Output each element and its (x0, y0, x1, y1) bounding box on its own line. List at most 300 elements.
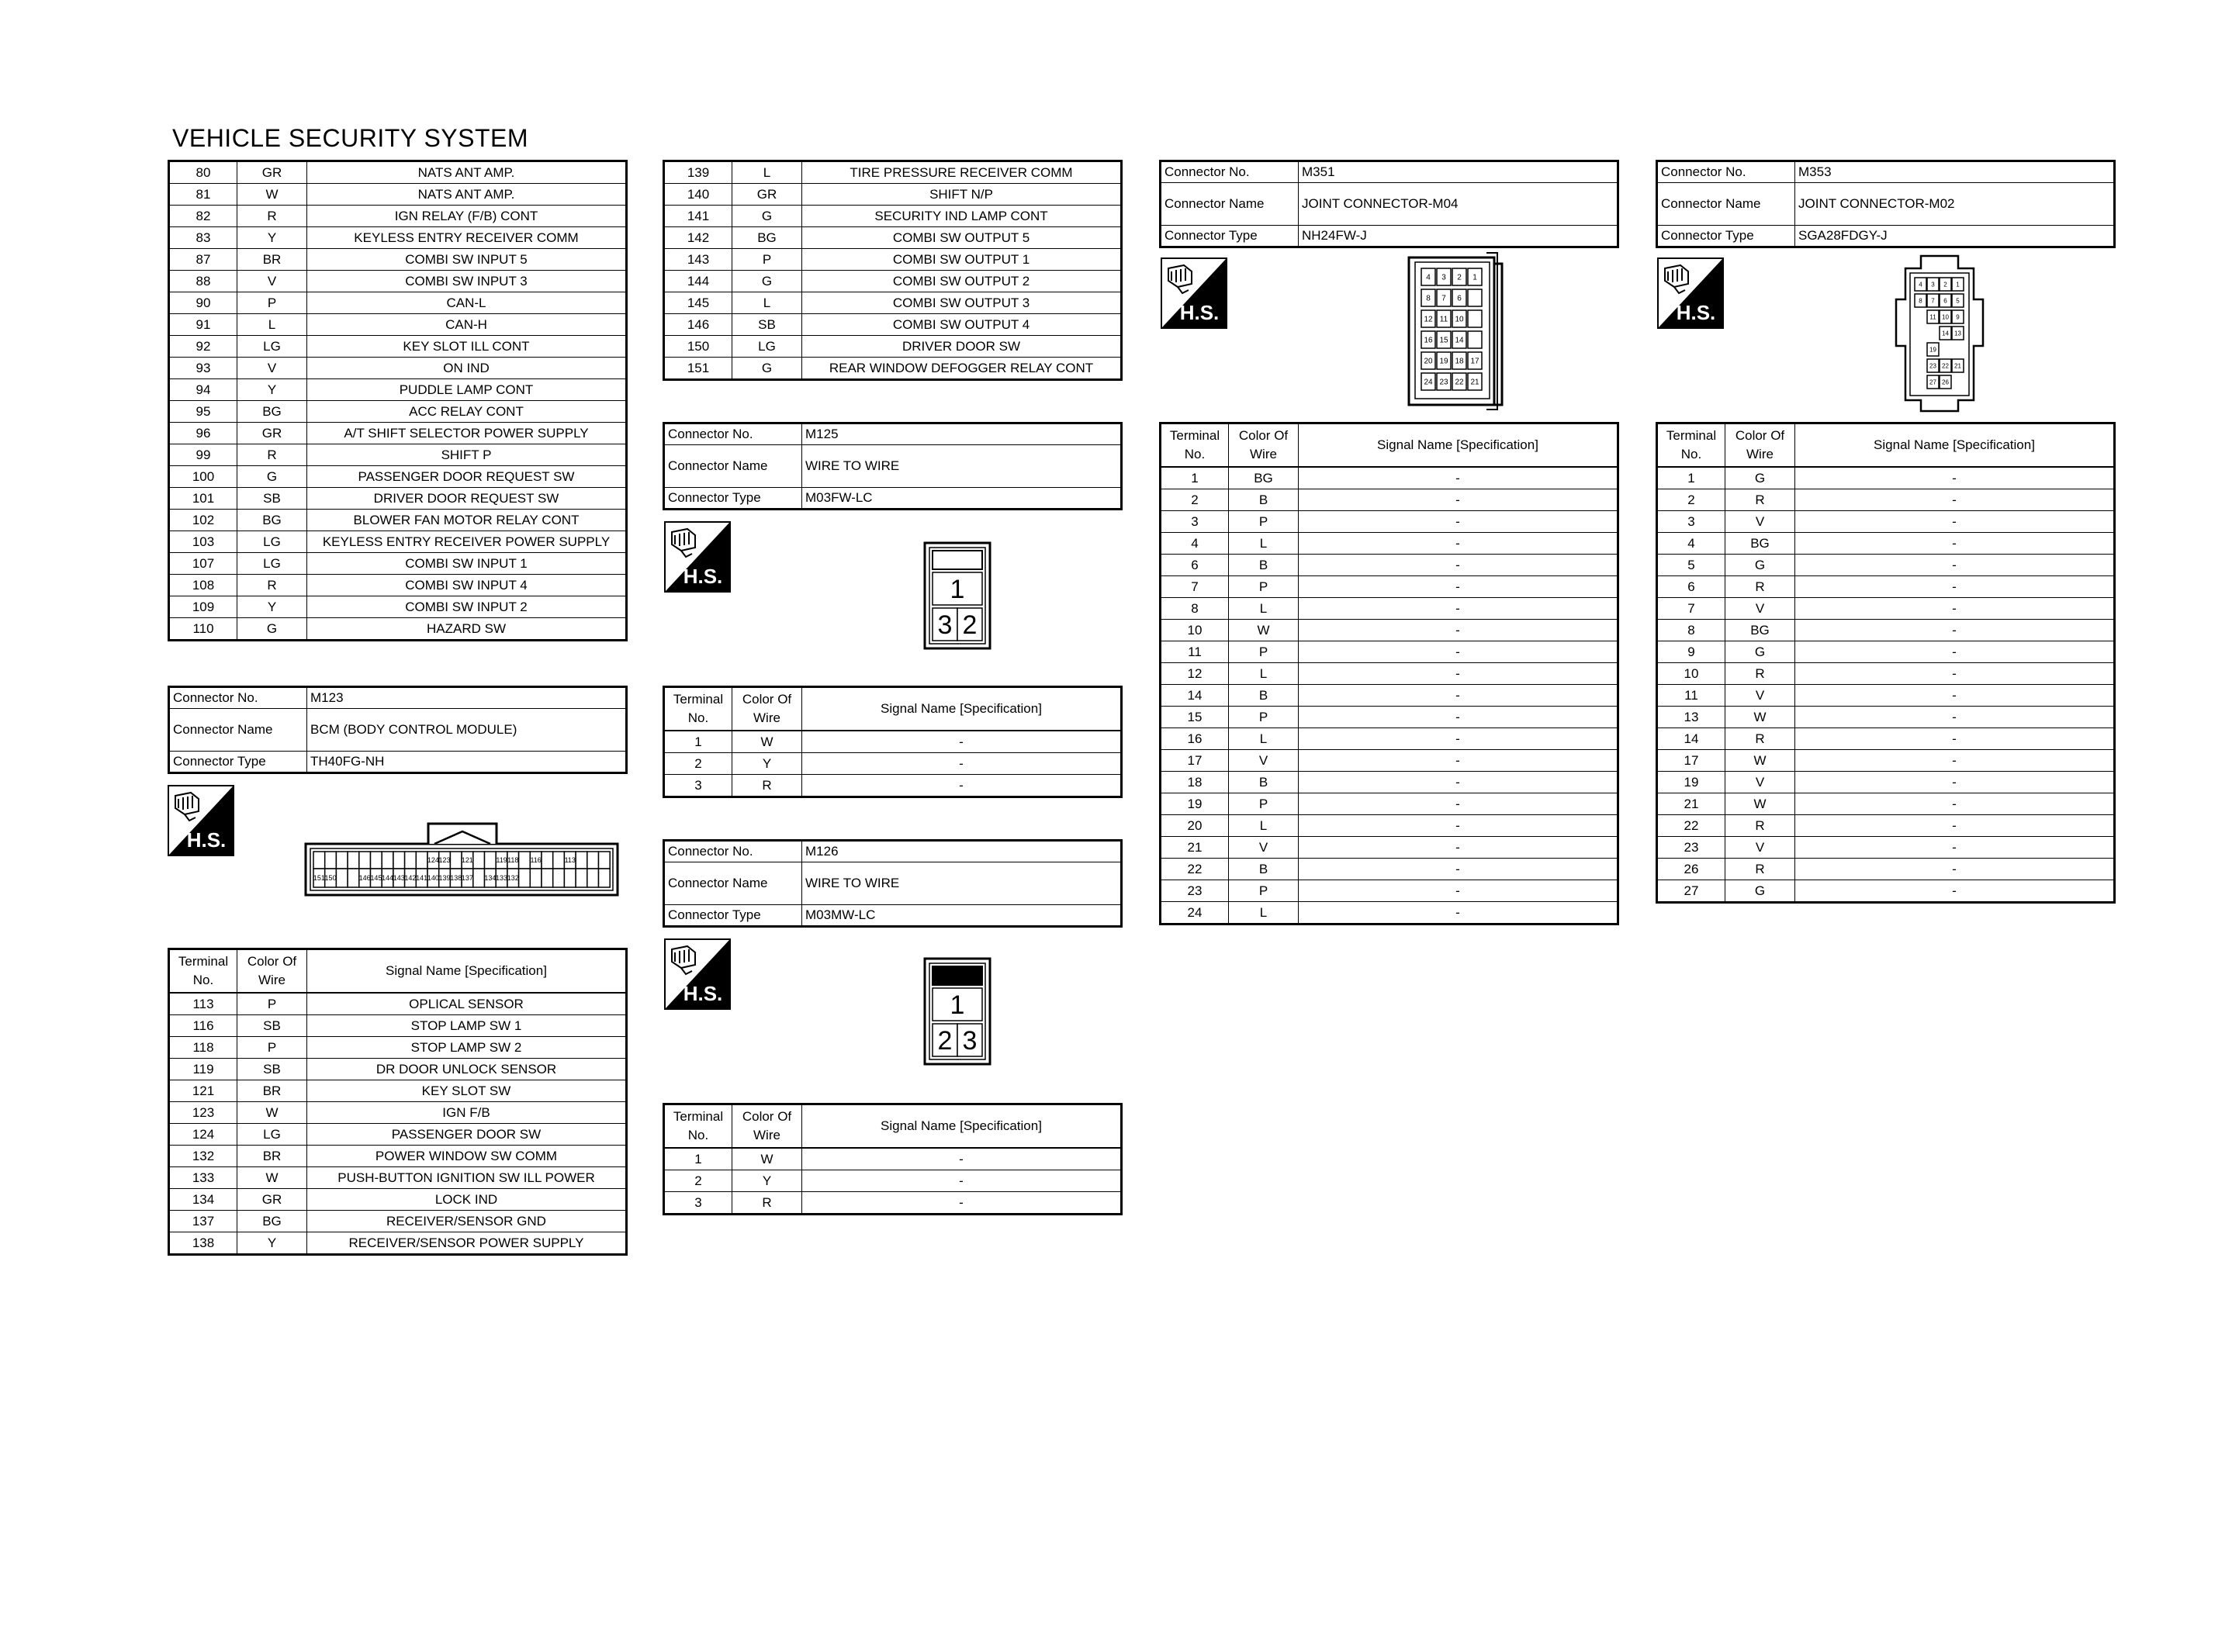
pin-number: 19 (1439, 357, 1448, 366)
terminal-no-cell: 93 (169, 358, 237, 379)
signal-name-cell: - (1795, 576, 2115, 598)
pin-number: 3 (1931, 281, 1935, 289)
signal-name-cell: SHIFT P (307, 444, 627, 466)
harness-side-icon (1161, 257, 1227, 333)
pin-number: 26 (1942, 378, 1949, 386)
header-signal-name: Signal Name [Specification] (307, 949, 627, 994)
signal-name-cell: ACC RELAY CONT (307, 401, 627, 423)
pin-number: 2 (937, 1026, 953, 1056)
signal-name-cell: - (1299, 837, 1618, 859)
connector-type-label: Connector Type (169, 752, 307, 773)
pin-number: 8 (1919, 297, 1922, 305)
pin-number: 17 (1470, 357, 1479, 366)
pin-number: 134 (484, 874, 497, 883)
wire-color-cell: GR (237, 1189, 307, 1211)
terminal-no-cell: 22 (1657, 815, 1725, 837)
wire-color-cell: L (732, 292, 802, 314)
m353-connector-face (1893, 253, 1986, 418)
wire-color-cell: L (1229, 533, 1299, 555)
header-color-of-wire: Color Of Wire (1229, 423, 1299, 468)
table-row (1161, 489, 1618, 511)
wire-color-cell: R (732, 1192, 802, 1215)
header-color-of-wire: Color Of Wire (732, 687, 802, 731)
terminal-no-cell: 21 (1161, 837, 1229, 859)
wire-color-cell: W (732, 1148, 802, 1170)
table-row (664, 753, 1122, 775)
wire-color-cell: W (1725, 793, 1795, 815)
wire-color-cell: L (1229, 902, 1299, 924)
terminal-no-cell: 87 (169, 249, 237, 271)
table-row (1657, 750, 2115, 772)
terminal-no-cell: 2 (1161, 489, 1229, 511)
table-row (169, 1146, 627, 1167)
wire-color-cell: V (1725, 837, 1795, 859)
terminal-no-cell: 5 (1657, 555, 1725, 576)
connector-type-value: M03MW-LC (802, 905, 1122, 927)
table-row (169, 1211, 627, 1232)
terminal-no-cell: 1 (664, 1148, 732, 1170)
wire-color-cell: LG (732, 336, 802, 358)
wire-color-cell: L (1229, 663, 1299, 685)
terminal-no-cell: 14 (1657, 728, 1725, 750)
terminal-no-cell: 13 (1657, 707, 1725, 728)
terminal-no-cell: 6 (1161, 555, 1229, 576)
terminal-no-cell: 110 (169, 618, 237, 641)
connector-no-label: Connector No. (1657, 161, 1795, 183)
wire-color-cell: P (1229, 707, 1299, 728)
wire-color-cell: B (1229, 685, 1299, 707)
wire-color-cell: V (1725, 772, 1795, 793)
pin-cell (542, 852, 553, 869)
wire-color-cell: B (1229, 489, 1299, 511)
m123-connector-info (168, 686, 628, 774)
terminal-no-cell: 133 (169, 1167, 237, 1189)
pin-number: 2 (1457, 273, 1462, 282)
terminal-no-cell: 14 (1161, 685, 1229, 707)
pin-number: 18 (1455, 357, 1464, 366)
pin-number: 150 (324, 874, 337, 883)
pin-number: 10 (1455, 315, 1464, 324)
terminal-no-cell: 7 (1657, 598, 1725, 620)
header-terminal-no: Terminal No. (169, 949, 237, 994)
table-row (1161, 728, 1618, 750)
m351-terminal-table (1159, 422, 1619, 925)
table-row (1161, 750, 1618, 772)
table-row (169, 314, 627, 336)
signal-name-cell: - (1299, 533, 1618, 555)
header-terminal-no: Terminal No. (1657, 423, 1725, 468)
connector-name-label: Connector Name (1657, 183, 1795, 226)
pin-cell (553, 852, 565, 869)
pin-cell (336, 852, 348, 869)
wire-color-cell: W (1725, 750, 1795, 772)
terminal-no-cell: 2 (1657, 489, 1725, 511)
pin-cell (1468, 289, 1482, 306)
terminal-no-cell: 10 (1657, 663, 1725, 685)
terminal-no-cell: 132 (169, 1146, 237, 1167)
pin-number: 151 (313, 874, 325, 883)
table-row (664, 161, 1122, 184)
signal-name-cell: - (1299, 902, 1618, 924)
pin-cell (405, 852, 417, 869)
pin-cell (553, 869, 565, 887)
terminal-no-cell: 26 (1657, 859, 1725, 880)
pin-number: 142 (404, 874, 417, 883)
terminal-no-cell: 12 (1161, 663, 1229, 685)
hs-label: H.S. (1676, 301, 1716, 324)
pin-number: 140 (427, 874, 439, 883)
wire-color-cell: P (237, 993, 307, 1015)
terminal-no-cell: 123 (169, 1102, 237, 1124)
signal-name-cell: - (1299, 489, 1618, 511)
hs-label: H.S. (1179, 301, 1220, 324)
header-signal-name: Signal Name [Specification] (802, 687, 1122, 731)
table-row (664, 358, 1122, 380)
pin-number: 22 (1455, 378, 1464, 387)
terminal-no-cell: 9 (1657, 641, 1725, 663)
signal-name-cell: A/T SHIFT SELECTOR POWER SUPPLY (307, 423, 627, 444)
pin-number: 138 (450, 874, 462, 883)
table-row (1161, 772, 1618, 793)
wire-color-cell: SB (237, 488, 307, 510)
connector-name-label: Connector Name (664, 445, 802, 488)
table-row (1657, 772, 2115, 793)
table-row (1657, 880, 2115, 903)
table-row (1161, 641, 1618, 663)
connector-no-label: Connector No. (664, 423, 802, 445)
table-row (169, 531, 627, 553)
signal-name-cell: COMBI SW OUTPUT 3 (802, 292, 1122, 314)
table-row (169, 1189, 627, 1211)
pin-cell (313, 852, 325, 869)
wire-color-cell: P (237, 1037, 307, 1059)
pin-cell (325, 852, 337, 869)
terminal-no-cell: 10 (1161, 620, 1229, 641)
signal-name-cell: - (1795, 467, 2115, 489)
table-row (1657, 707, 2115, 728)
pin-number: 133 (496, 874, 508, 883)
bcm-terminal-table-1 (168, 160, 628, 641)
terminal-no-cell: 3 (664, 1192, 732, 1215)
header-color-of-wire: Color Of Wire (732, 1104, 802, 1149)
header-signal-name: Signal Name [Specification] (802, 1104, 1122, 1149)
signal-name-cell: - (1299, 750, 1618, 772)
wire-color-cell: R (1725, 859, 1795, 880)
pin-number: 13 (1954, 330, 1961, 337)
connector-name-value: JOINT CONNECTOR-M02 (1795, 183, 2115, 226)
pin-number: 10 (1942, 313, 1949, 321)
pin-number: 5 (1956, 297, 1960, 305)
table-row (169, 336, 627, 358)
signal-name-cell: - (1795, 511, 2115, 533)
terminal-no-cell: 4 (1657, 533, 1725, 555)
wire-color-cell: R (237, 575, 307, 596)
terminal-no-cell: 146 (664, 314, 732, 336)
signal-name-cell: SHIFT N/P (802, 184, 1122, 206)
m125-terminal-table (663, 686, 1123, 798)
pin-number: 132 (507, 874, 519, 883)
wire-color-cell: L (237, 314, 307, 336)
terminal-no-cell: 109 (169, 596, 237, 618)
table-row (664, 292, 1122, 314)
connector-name-label: Connector Name (664, 862, 802, 905)
header-terminal-no: Terminal No. (1161, 423, 1229, 468)
terminal-no-cell: 96 (169, 423, 237, 444)
table-row (169, 618, 627, 641)
pin-cell (599, 852, 611, 869)
terminal-no-cell: 116 (169, 1015, 237, 1037)
header-signal-name: Signal Name [Specification] (1299, 423, 1618, 468)
connector-type-label: Connector Type (664, 905, 802, 927)
pin-cell (450, 852, 462, 869)
table-row (169, 444, 627, 466)
table-header (664, 1104, 1122, 1149)
terminal-no-cell: 137 (169, 1211, 237, 1232)
wire-color-cell: Y (237, 227, 307, 249)
terminal-no-cell: 118 (169, 1037, 237, 1059)
wire-color-cell: R (237, 206, 307, 227)
pin-number: 2 (962, 610, 978, 641)
terminal-no-cell: 17 (1161, 750, 1229, 772)
table-row (169, 358, 627, 379)
wire-color-cell: P (732, 249, 802, 271)
connector-name-label: Connector Name (1161, 183, 1299, 226)
m351-connector-info (1159, 160, 1619, 248)
table-row (664, 314, 1122, 336)
signal-name-cell: STOP LAMP SW 1 (307, 1015, 627, 1037)
wire-color-cell: LG (237, 336, 307, 358)
pin-cell (348, 852, 359, 869)
wire-color-cell: R (1725, 576, 1795, 598)
wire-color-cell: SB (237, 1015, 307, 1037)
pin-number: 23 (1929, 362, 1936, 370)
table-row (1161, 555, 1618, 576)
table-row (1161, 707, 1618, 728)
wire-color-cell: R (1725, 489, 1795, 511)
signal-name-cell: STOP LAMP SW 2 (307, 1037, 627, 1059)
wire-color-cell: G (1725, 641, 1795, 663)
wire-color-cell: P (237, 292, 307, 314)
pin-cell (519, 869, 531, 887)
pin-cell (587, 869, 599, 887)
terminal-no-cell: 24 (1161, 902, 1229, 924)
signal-name-cell: RECEIVER/SENSOR POWER SUPPLY (307, 1232, 627, 1255)
pin-cell (1468, 310, 1482, 327)
pin-number: 20 (1424, 357, 1433, 366)
wire-color-cell: G (732, 358, 802, 380)
signal-name-cell: DRIVER DOOR SW (802, 336, 1122, 358)
table-row (1657, 815, 2115, 837)
wire-color-cell: W (732, 731, 802, 753)
bcm-terminal-table-2 (663, 160, 1123, 381)
table-row (169, 271, 627, 292)
signal-name-cell: KEY SLOT SW (307, 1080, 627, 1102)
m353-terminal-table (1656, 422, 2116, 904)
table-row (664, 271, 1122, 292)
pin-number: 6 (1457, 294, 1462, 303)
terminal-no-cell: 100 (169, 466, 237, 488)
table-row (169, 249, 627, 271)
signal-name-cell: ON IND (307, 358, 627, 379)
table-row (1657, 641, 2115, 663)
connector-no-value: M126 (802, 841, 1122, 862)
table-row (664, 775, 1122, 797)
harness-side-icon (664, 521, 731, 596)
signal-name-cell: - (1299, 685, 1618, 707)
signal-name-cell: - (1299, 815, 1618, 837)
terminal-no-cell: 18 (1161, 772, 1229, 793)
terminal-no-cell: 124 (169, 1124, 237, 1146)
terminal-no-cell: 144 (664, 271, 732, 292)
terminal-no-cell: 20 (1161, 815, 1229, 837)
wire-color-cell: V (237, 271, 307, 292)
terminal-no-cell: 83 (169, 227, 237, 249)
terminal-no-cell: 151 (664, 358, 732, 380)
signal-name-cell: - (1299, 728, 1618, 750)
pin-number: 121 (461, 856, 473, 865)
harness-side-icon (168, 785, 234, 860)
table-row (169, 1167, 627, 1189)
pin-number: 2 (1943, 281, 1947, 289)
pin-number: 113 (564, 856, 576, 865)
terminal-no-cell: 150 (664, 336, 732, 358)
pin-number: 124 (427, 856, 439, 865)
table-row (169, 1080, 627, 1102)
terminal-no-cell: 143 (664, 249, 732, 271)
wire-color-cell: BG (732, 227, 802, 249)
terminal-no-cell: 3 (1161, 511, 1229, 533)
signal-name-cell: - (1299, 772, 1618, 793)
pin-cell (371, 852, 382, 869)
harness-side-icon (1657, 257, 1724, 333)
connector-no-value: M125 (802, 423, 1122, 445)
terminal-no-cell: 139 (664, 161, 732, 184)
signal-name-cell: CAN-L (307, 292, 627, 314)
wire-color-cell: Y (732, 753, 802, 775)
signal-name-cell: - (1795, 598, 2115, 620)
terminal-no-cell: 140 (664, 184, 732, 206)
m125-connector-face (923, 541, 991, 654)
signal-name-cell: - (1299, 859, 1618, 880)
signal-name-cell: COMBI SW OUTPUT 1 (802, 249, 1122, 271)
terminal-no-cell: 81 (169, 184, 237, 206)
table-row (1657, 489, 2115, 511)
signal-name-cell: - (1795, 793, 2115, 815)
terminal-no-cell: 1 (1657, 467, 1725, 489)
signal-name-cell: - (1795, 859, 2115, 880)
table-row (1657, 793, 2115, 815)
signal-name-cell: IGN F/B (307, 1102, 627, 1124)
pin-cell (542, 869, 553, 887)
pin-cell (564, 869, 576, 887)
table-row (1161, 685, 1618, 707)
wire-color-cell: LG (237, 1124, 307, 1146)
pin-cell (587, 852, 599, 869)
connector-no-label: Connector No. (169, 687, 307, 709)
connector-type-value: TH40FG-NH (307, 752, 627, 773)
pin-number: 143 (393, 874, 405, 883)
terminal-no-cell: 1 (1161, 467, 1229, 489)
wire-color-cell: V (237, 358, 307, 379)
signal-name-cell: - (1795, 641, 2115, 663)
pin-cell (576, 869, 587, 887)
hs-label: H.S. (683, 982, 723, 1005)
pin-cell (336, 869, 348, 887)
pin-number: 3 (937, 610, 953, 641)
table-row (169, 596, 627, 618)
table-row (169, 161, 627, 184)
table-row (169, 292, 627, 314)
wire-color-cell: W (237, 184, 307, 206)
table-row (169, 993, 627, 1015)
m126-connector-face (923, 957, 991, 1070)
signal-name-cell: COMBI SW OUTPUT 2 (802, 271, 1122, 292)
wire-color-cell: W (1229, 620, 1299, 641)
wire-color-cell: L (1229, 815, 1299, 837)
m126-connector-info (663, 839, 1123, 928)
terminal-no-cell: 7 (1161, 576, 1229, 598)
terminal-no-cell: 1 (664, 731, 732, 753)
pin-number: 9 (1956, 313, 1960, 321)
table-row (1657, 620, 2115, 641)
terminal-no-cell: 102 (169, 510, 237, 531)
terminal-no-cell: 107 (169, 553, 237, 575)
wire-color-cell: P (1229, 511, 1299, 533)
pin-number: 7 (1441, 294, 1446, 303)
header-color-of-wire: Color Of Wire (237, 949, 307, 994)
wire-color-cell: V (1725, 685, 1795, 707)
wire-color-cell: LG (237, 553, 307, 575)
connector-no-value: M123 (307, 687, 627, 709)
terminal-no-cell: 94 (169, 379, 237, 401)
terminal-no-cell: 2 (664, 753, 732, 775)
table-row (169, 553, 627, 575)
signal-name-cell: POWER WINDOW SW COMM (307, 1146, 627, 1167)
signal-name-cell: - (802, 775, 1122, 797)
page-title: VEHICLE SECURITY SYSTEM (172, 124, 529, 152)
connector-no-value: M351 (1299, 161, 1618, 183)
terminal-no-cell: 80 (169, 161, 237, 184)
signal-name-cell: COMBI SW OUTPUT 5 (802, 227, 1122, 249)
signal-name-cell: DR DOOR UNLOCK SENSOR (307, 1059, 627, 1080)
signal-name-cell: NATS ANT AMP. (307, 161, 627, 184)
table-row (1657, 728, 2115, 750)
signal-name-cell: PASSENGER DOOR REQUEST SW (307, 466, 627, 488)
pin-number: 146 (358, 874, 371, 883)
signal-name-cell: - (1299, 555, 1618, 576)
wire-color-cell: GR (237, 423, 307, 444)
signal-name-cell: - (1299, 880, 1618, 902)
terminal-no-cell: 101 (169, 488, 237, 510)
wire-color-cell: G (1725, 880, 1795, 903)
signal-name-cell: PUSH-BUTTON IGNITION SW ILL POWER (307, 1167, 627, 1189)
signal-name-cell: - (802, 753, 1122, 775)
signal-name-cell: BLOWER FAN MOTOR RELAY CONT (307, 510, 627, 531)
signal-name-cell: KEYLESS ENTRY RECEIVER COMM (307, 227, 627, 249)
header-color-of-wire: Color Of Wire (1725, 423, 1795, 468)
wire-color-cell: BG (237, 510, 307, 531)
pin-number: 1 (950, 575, 965, 605)
connector-name-label: Connector Name (169, 709, 307, 752)
table-row (664, 249, 1122, 271)
connector-name-value: WIRE TO WIRE (802, 445, 1122, 488)
pin-number: 14 (1942, 330, 1949, 337)
signal-name-cell: - (802, 1170, 1122, 1192)
wire-color-cell: G (1725, 467, 1795, 489)
wire-color-cell: B (1229, 555, 1299, 576)
terminal-no-cell: 11 (1657, 685, 1725, 707)
signal-name-cell: - (1795, 815, 2115, 837)
